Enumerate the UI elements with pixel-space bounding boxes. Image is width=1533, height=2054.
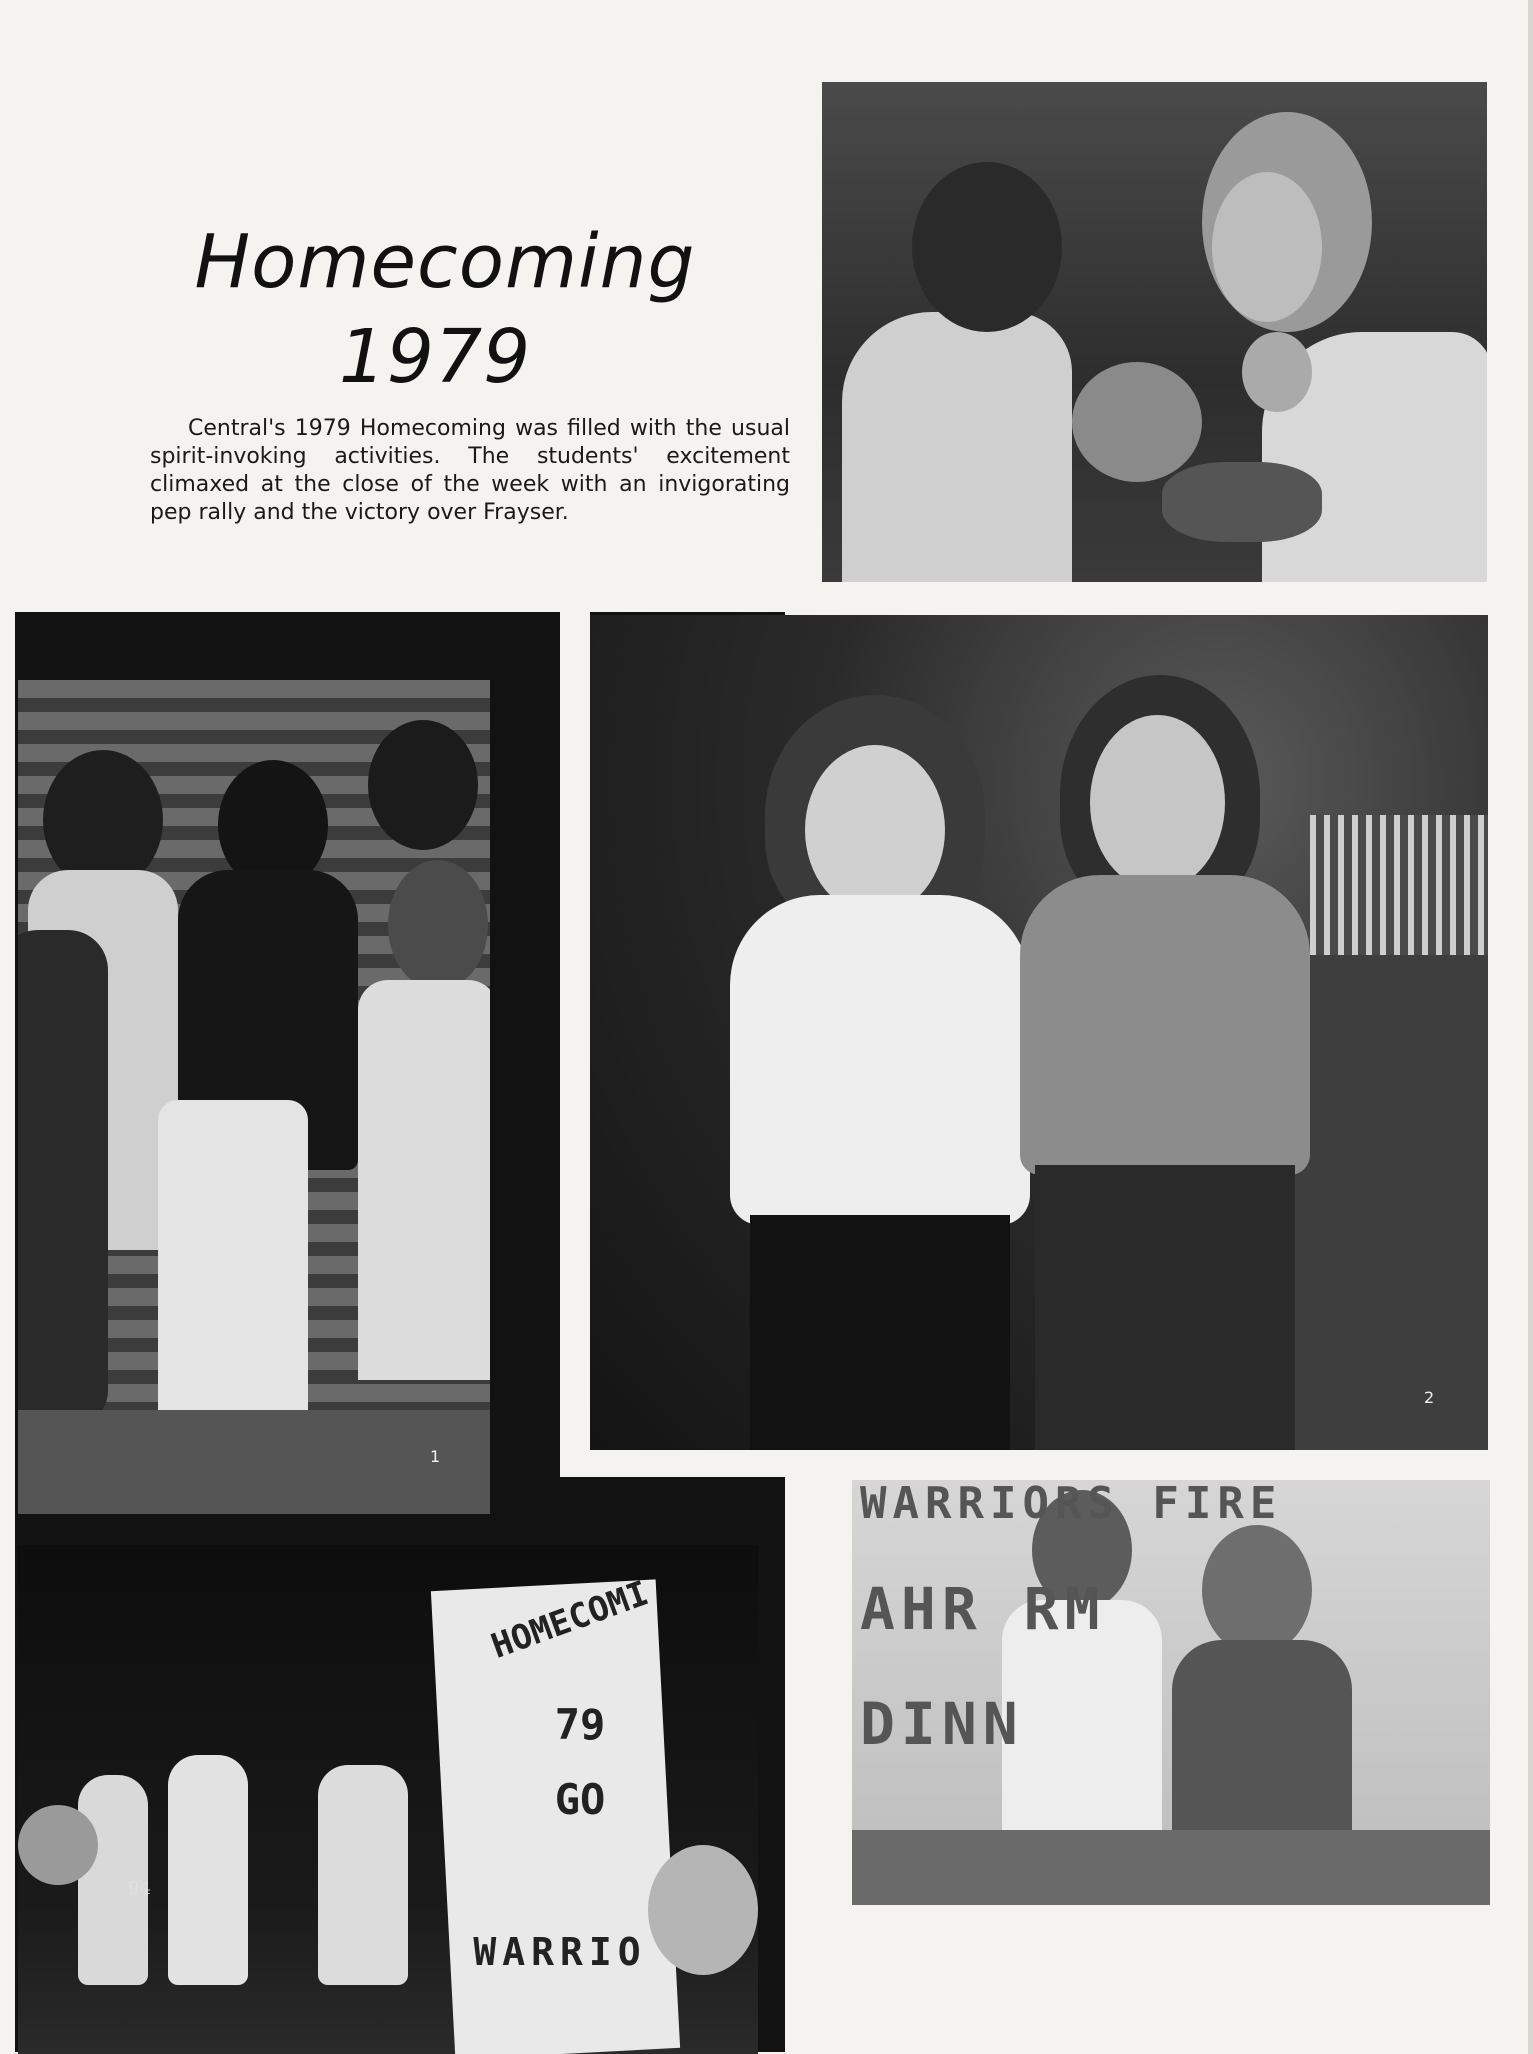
fence <box>1310 815 1488 955</box>
photo-two-girls <box>590 615 1488 1450</box>
floor <box>18 1410 490 1514</box>
flowers <box>1072 362 1202 482</box>
girl-left-body <box>842 312 1072 582</box>
person-4-head <box>388 860 488 990</box>
cheerleader-3 <box>318 1765 408 1985</box>
backdrop-text-3: DINN <box>860 1690 1024 1758</box>
bouquet <box>1162 462 1322 542</box>
girl-b-sweater <box>1020 875 1310 1175</box>
banner-text-79: 79 <box>554 1700 606 1749</box>
pompom-left <box>18 1805 98 1885</box>
photo-number-1: 1 <box>430 1447 441 1466</box>
girl-left-head <box>912 162 1062 332</box>
backdrop-text-2: AHR RM <box>860 1575 1106 1643</box>
white-gap <box>560 612 590 1447</box>
girl-a-sweater <box>730 895 1030 1225</box>
banner-text-warrio: WARRIO <box>473 1930 647 1974</box>
person-5 <box>18 930 108 1430</box>
girl-head <box>1202 1525 1312 1655</box>
cheerleader-2 <box>168 1755 248 1985</box>
table <box>852 1830 1490 1905</box>
girl-b-face <box>1090 715 1225 890</box>
person-1-head <box>43 750 163 890</box>
banner-text-go: GO <box>554 1775 606 1824</box>
corsage <box>1242 332 1312 412</box>
page-number: 94 <box>128 1878 151 1899</box>
girl-a-pants <box>750 1215 1010 1450</box>
photo-corsages <box>822 82 1487 582</box>
photo-group-bleachers <box>18 680 490 1514</box>
photo-cheerleaders-banner <box>18 1545 758 2054</box>
banner-text-top: HOMECOMI <box>486 1573 654 1667</box>
page-title: Homecoming <box>194 219 696 305</box>
backdrop-text-1: WARRIORS FIRE <box>860 1478 1283 1529</box>
person-4-body <box>358 980 490 1380</box>
photo-number-2: 2 <box>1424 1388 1435 1407</box>
person-3-head <box>368 720 478 850</box>
girl-a-face <box>805 745 945 915</box>
person-2-legs <box>158 1100 308 1440</box>
page-title-year: 1979 <box>338 314 532 400</box>
page-edge <box>1528 0 1533 2054</box>
intro-paragraph: Central's 1979 Homecoming was filled with the usual spirit-invoking activities. The students' excitement climaxed at the close of the week with an invigorating pep rally and the victory over Frayser. <box>150 416 790 525</box>
white-gap-bottom <box>560 1447 785 1477</box>
girl-right-face <box>1212 172 1322 322</box>
girl-b-jeans <box>1035 1165 1295 1450</box>
